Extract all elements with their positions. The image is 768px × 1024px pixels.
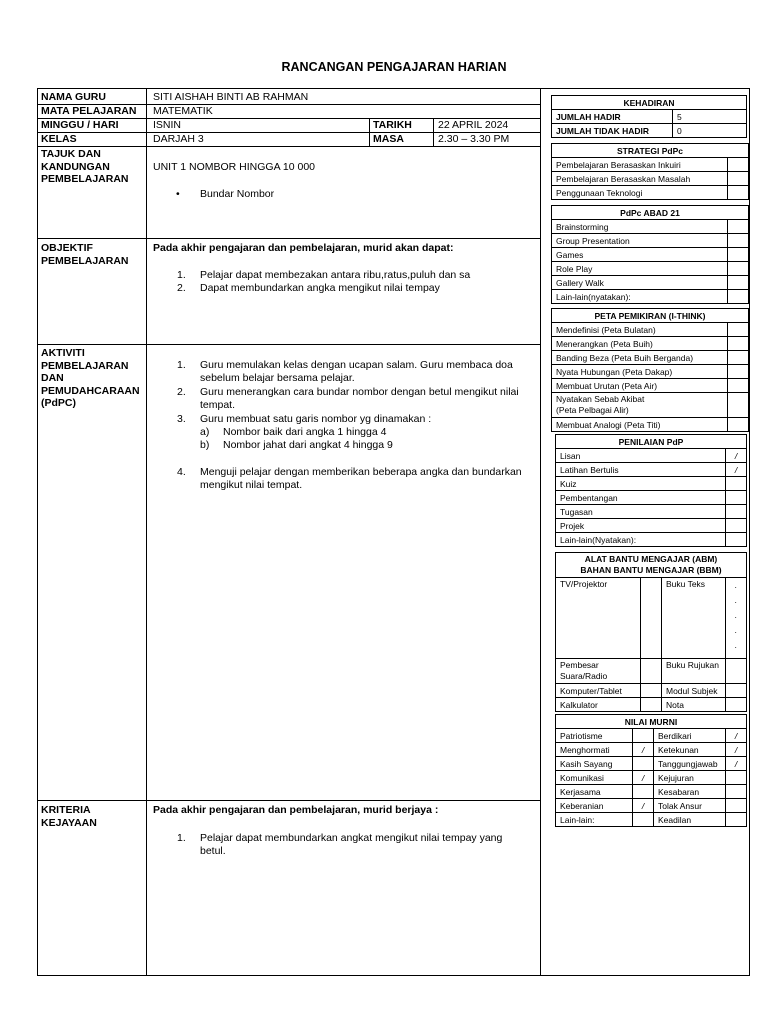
tarikh-label: TARIKH [373,119,412,131]
penilaian-item: Lisan [556,449,726,463]
checkbox[interactable] [726,491,747,505]
checkbox[interactable] [728,393,749,418]
abad21-item: Brainstorming [552,220,728,234]
kehadiran-table [551,95,747,138]
abm-item-line: Suara/Radio [560,671,608,681]
nilai-item: Lain-lain: [556,813,633,827]
checkbox[interactable] [728,290,749,304]
nilai-table [555,714,747,827]
aktiviti-item: Guru memulakan kelas dengan ucapan salam. Guru membaca doa sebelum belajar bersama pelajar. [200,359,513,384]
abm-item: Modul Subjek [662,684,726,698]
aktiviti-sub-item: Nombor jahat dari angkat 4 hingga 9 [223,439,393,451]
penilaian-table [555,434,747,547]
divider [37,238,540,239]
checkbox[interactable] [641,659,662,684]
checkbox[interactable] [726,785,747,799]
checkbox[interactable] [728,365,749,379]
aktiviti-item: Guru membuat satu garis nombor yg dinamakan : [200,413,432,425]
list-letter: b) [200,439,210,451]
list-letter: a) [200,426,210,438]
list-number: 1. [177,269,186,281]
checkbox[interactable] [726,533,747,547]
checkbox[interactable] [728,220,749,234]
list-number: 1. [177,359,186,371]
ithink-table [551,308,749,432]
document-title: RANCANGAN PENGAJARAN HARIAN [281,60,507,74]
kriteria-item: Pelajar dapat membundarkan angkat mengikut nilai tempay yang betul. [200,832,503,857]
abm-item: Buku Teks [662,578,726,659]
list-number: 3. [177,413,186,425]
ithink-item: Banding Beza (Peta Buih Berganda) [552,351,728,365]
ithink-item: Menerangkan (Peta Buih) [552,337,728,351]
mata-pelajaran-label: MATA PELAJARAN [41,105,137,117]
checkbox[interactable] [728,172,749,186]
objektif-label: OBJEKTIF PEMBELAJARAN [41,242,129,267]
abm-item [556,659,641,684]
objektif-item: Pelajar dapat membezakan antara ribu,ratus,puluh dan sa [200,269,471,281]
checkbox[interactable]: / [726,757,747,771]
nilai-item: Kasih Sayang [556,757,633,771]
abm-item: TV/Projektor [556,578,641,659]
tajuk-bullet: Bundar Nombor [200,188,275,200]
nilai-item: Kejujuran [654,771,726,785]
checkbox[interactable] [726,659,747,684]
tajuk-unit: UNIT 1 NOMBOR HINGGA 10 000 [153,161,316,173]
checkbox[interactable] [728,351,749,365]
checkbox[interactable] [633,785,654,799]
checkbox[interactable] [728,158,749,172]
ithink-item: Mendefinisi (Peta Bulatan) [552,323,728,337]
tarikh-value: 22 APRIL 2024 [438,119,509,131]
penilaian-item: Projek [556,519,726,533]
abad21-table [551,205,749,304]
nilai-item: Kesabaran [654,785,726,799]
penilaian-item: Tugasan [556,505,726,519]
divider [37,146,540,147]
nilai-item: Keadilan [654,813,726,827]
checkbox[interactable]: / [633,743,654,757]
checkbox[interactable] [728,186,749,200]
nilai-item: Menghormati [556,743,633,757]
abad21-item: Gallery Walk [552,276,728,290]
checkbox[interactable] [728,337,749,351]
checkbox[interactable] [726,771,747,785]
checkbox[interactable] [726,519,747,533]
objektif-intro: Pada akhir pengajaran dan pembelajaran, murid akan dapat: [153,242,454,254]
abad21-item: Group Presentation [552,234,728,248]
checkbox[interactable]: / [633,771,654,785]
abm-item: Nota [662,698,726,712]
divider [37,344,540,345]
nilai-item: Tanggungjawab [654,757,726,771]
divider [369,118,370,146]
jumlah-tidak-hadir-label: JUMLAH TIDAK HADIR [552,124,673,138]
checkbox[interactable] [726,813,747,827]
jumlah-hadir-value: 5 [673,110,747,124]
ithink-item-line: (Peta Pelbagai Alir) [556,405,629,415]
tajuk-label: TAJUK DAN KANDUNGAN PEMBELAJARAN [41,148,129,185]
nama-guru-label: NAMA GURU [41,91,106,103]
abad21-item: Role Play [552,262,728,276]
abad21-heading: PdPc ABAD 21 [552,206,749,220]
nilai-item: Patriotisme [556,729,633,743]
bullet-icon: • [176,188,180,200]
minggu-value: ISNIN [153,119,182,131]
minggu-label: MINGGU / HARI [41,119,119,131]
strategi-table [551,143,749,200]
abm-item-line: Pembesar [560,660,599,670]
list-number: 2. [177,386,186,398]
nilai-item: Komunikasi [556,771,633,785]
strategi-heading: STRATEGI PdPc [552,144,749,158]
checkbox[interactable] [633,729,654,743]
checkbox[interactable] [726,698,747,712]
ithink-item [552,393,728,418]
nilai-item: Keberanian [556,799,633,813]
strategi-item: Pembelajaran Berasaskan Masalah [552,172,728,186]
kriteria-intro: Pada akhir pengajaran dan pembelajaran, murid berjaya : [153,804,439,816]
checkbox[interactable] [726,477,747,491]
abm-table [555,552,747,712]
checkbox[interactable]: / [726,743,747,757]
mata-pelajaran-value: MATEMATIK [153,105,213,117]
jumlah-tidak-hadir-value: 0 [673,124,747,138]
ithink-item: Nyata Hubungan (Peta Dakap) [552,365,728,379]
abm-item: Komputer/Tablet [556,684,641,698]
aktiviti-label: AKTIVITI PEMBELAJARAN DAN PEMUDAHCARAAN (PdPC) [41,347,140,409]
abm-item: Kalkulator [556,698,641,712]
jumlah-hadir-label: JUMLAH HADIR [552,110,673,124]
checkbox[interactable] [728,323,749,337]
aktiviti-item: Menguji pelajar dengan memberikan beberapa angka dan bundarkan mengikut nilai tempat. [200,466,522,491]
abm-heading [556,553,747,578]
checkbox[interactable] [726,505,747,519]
checkbox[interactable] [728,248,749,262]
ithink-heading: PETA PEMIKIRAN (I-THINK) [552,309,749,323]
aktiviti-sub-item: Nombor baik dari angka 1 hingga 4 [223,426,387,438]
checkbox[interactable] [728,379,749,393]
penilaian-item: Pembentangan [556,491,726,505]
abm-item: Buku Rujukan [662,659,726,684]
checkbox[interactable] [641,578,662,659]
list-number: 2. [177,282,186,294]
ithink-item-line: Nyatakan Sebab Akibat [556,394,645,404]
abm-heading-line: BAHAN BANTU MENGAJAR (BBM) [580,565,722,575]
checkbox[interactable]: / [726,449,747,463]
penilaian-item: Latihan Bertulis [556,463,726,477]
kehadiran-heading: KEHADIRAN [552,96,747,110]
checkbox[interactable]: . . . . . [726,578,747,659]
penilaian-heading: PENILAIAN PdP [556,435,747,449]
nilai-item: Ketekunan [654,743,726,757]
kelas-label: KELAS [41,133,77,145]
checkbox[interactable] [633,813,654,827]
penilaian-item: Kuiz [556,477,726,491]
nama-guru-value: SITI AISHAH BINTI AB RAHMAN [153,91,309,103]
list-number: 1. [177,832,186,844]
checkbox[interactable] [728,276,749,290]
nilai-item: Berdikari [654,729,726,743]
divider [37,800,540,801]
divider [433,118,434,146]
checkbox[interactable]: / [726,463,747,477]
checkbox[interactable] [728,234,749,248]
kelas-value: DARJAH 3 [153,133,204,145]
nilai-heading: NILAI MURNI [556,715,747,729]
checkbox[interactable] [728,418,749,432]
masa-value: 2.30 – 3.30 PM [438,133,510,145]
nilai-item: Tolak Ansur [654,799,726,813]
abad21-item: Lain-lain(nyatakan): [552,290,728,304]
checkbox[interactable] [641,698,662,712]
nilai-item: Kerjasama [556,785,633,799]
kriteria-label: KRITERIA KEJAYAAN [41,804,97,829]
objektif-item: Dapat membundarkan angka mengikut nilai tempay [200,282,440,294]
checkbox[interactable] [726,684,747,698]
list-number: 4. [177,466,186,478]
abm-heading-line: ALAT BANTU MENGAJAR (ABM) [584,554,718,564]
checkbox[interactable]: / [726,729,747,743]
checkbox[interactable] [728,262,749,276]
divider [540,88,541,976]
checkbox[interactable] [633,757,654,771]
ithink-item: Membuat Urutan (Peta Air) [552,379,728,393]
masa-label: MASA [373,133,404,145]
aktiviti-item: Guru menerangkan cara bundar nombor dengan betul mengikut nilai tempat. [200,386,519,411]
checkbox[interactable] [726,799,747,813]
divider [146,88,147,976]
checkbox[interactable]: / [633,799,654,813]
abad21-item: Games [552,248,728,262]
penilaian-item: Lain-lain(Nyatakan): [556,533,726,547]
strategi-item: Pembelajaran Berasaskan Inkuiri [552,158,728,172]
ithink-item: Membuat Analogi (Peta Titi) [552,418,728,432]
strategi-item: Penggunaan Teknologi [552,186,728,200]
checkbox[interactable] [641,684,662,698]
